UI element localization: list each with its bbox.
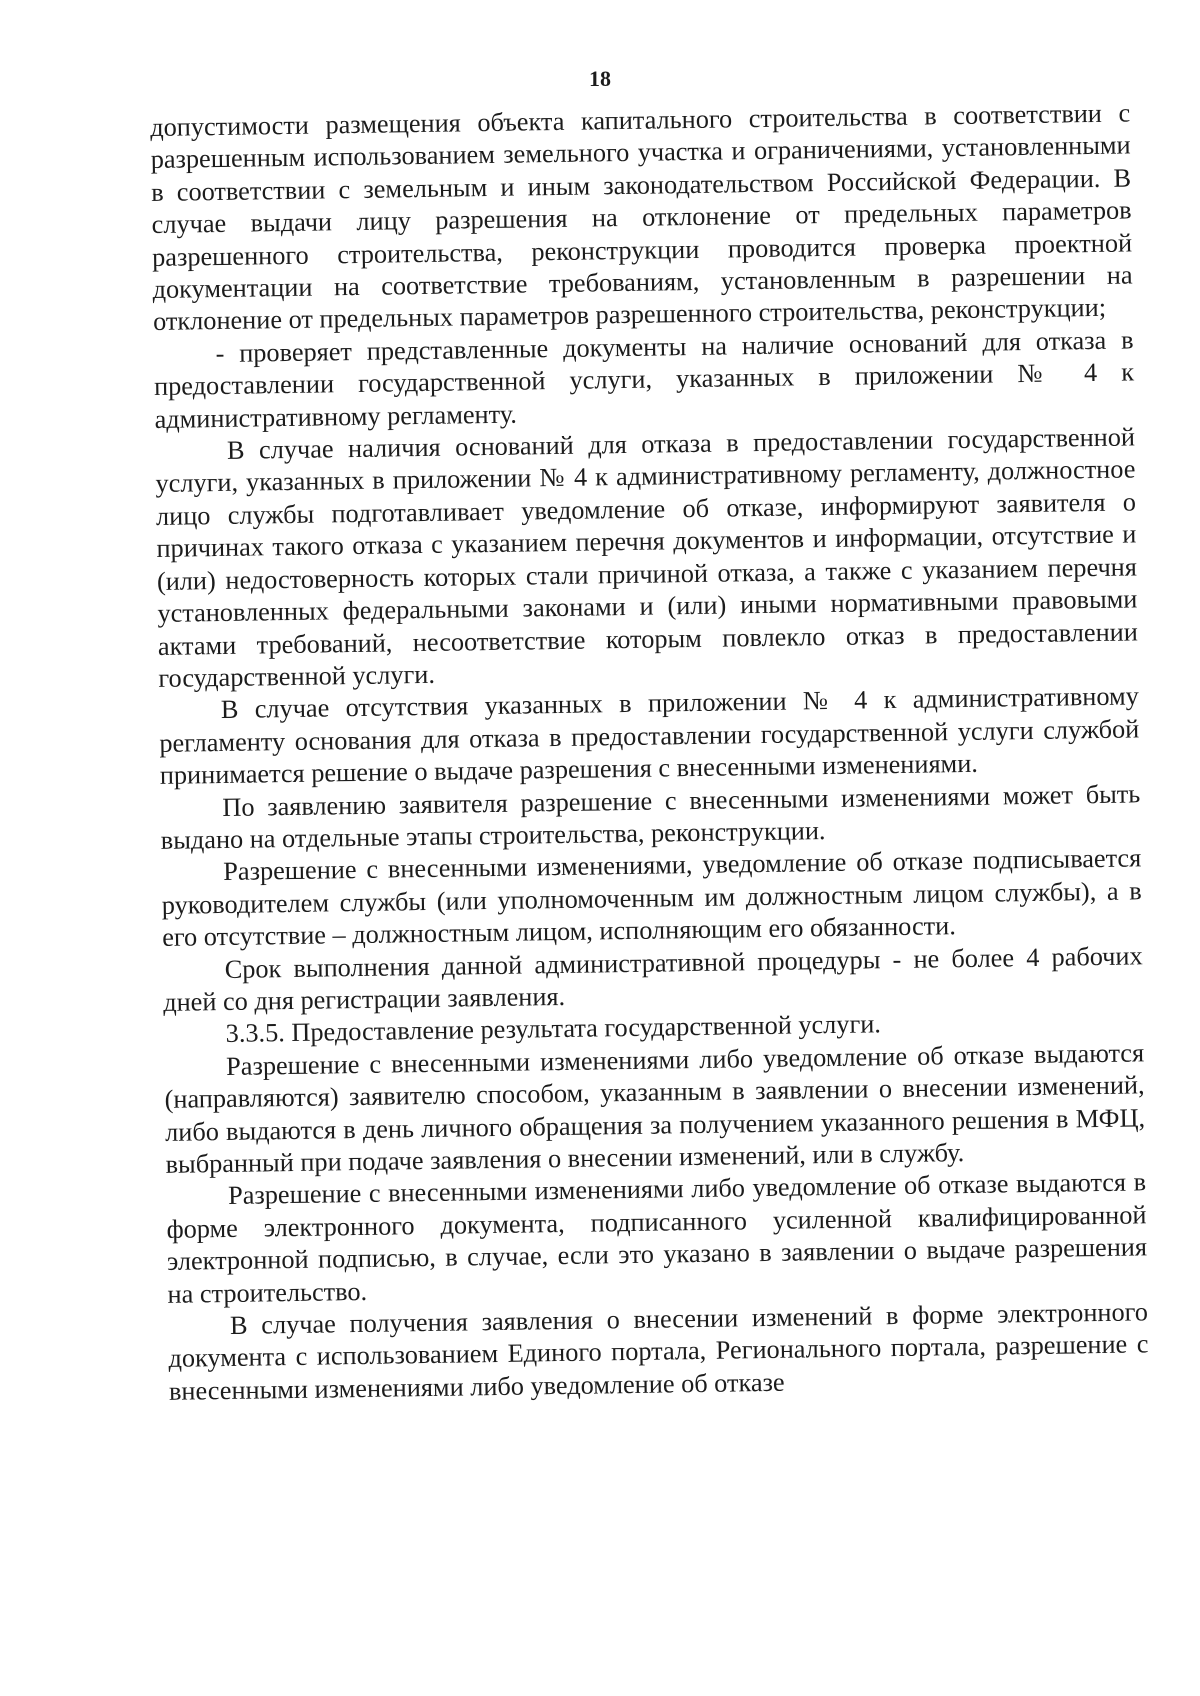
section-heading-3-3-5: 3.3.5. Предоставление результата государственной услуги. — [225, 1009, 882, 1049]
paragraph-continuation: допустимости размещения объекта капитального строительства в соответствии с разрешенным использованием земельного участка и ограничениями, установленными в соответствии с земельным и иным законодательством Российской Федерации. В случае выдачи лицу разрешения на отклонение от предельных параметров разрешенного строительства, реконструкции проводится проверка проектной документации на соответствие требованиям, установленным в разрешении на отклонение от предельных параметров разрешенного строительства, реконструкции; — [150, 98, 1133, 337]
paragraph-construction-stages: По заявлению заявителя разрешение с внесенными изменениями может быть выдано на отдельные этапы строительства, реконструкции. — [160, 778, 1141, 855]
paragraph-electronic-document: Разрешение с внесенными изменениями либо уведомление об отказе выдаются в форме электронного документа, подписанного усиленной квалифицированной электронной подписью, в случае, если это указано в заявлении о выдаче разрешения на строительство. — [166, 1167, 1148, 1309]
paragraph-no-refusal-grounds: В случае отсутствия указанных в приложении № 4 к административному регламенту основания для отказа в предоставлении государственной услуги службой принимается решение о выдаче разрешения с внесенными изменениями. — [159, 681, 1140, 791]
paragraph-portal-application: В случае получения заявления о внесении изменений в форме электронного документа с использованием Единого портала, Регионального портала, разрешение с внесенными изменениями либо уведомление об отказе — [168, 1297, 1149, 1406]
paragraph-result-issuance: Разрешение с внесенными изменениями либо уведомление об отказе выдаются (направляются) заявителю способом, указанным в заявлении о внесении изменений, либо выдаются в день личного обращения за получением указанного решения в МФЦ, выбранный при подаче заявления о внесении изменений, или в службу. — [164, 1038, 1146, 1179]
paragraph-check-documents: - проверяет представленные документы на наличие оснований для отказа в предоставлении государственной услуги, указанных в приложении № 4 к административному регламенту. — [153, 325, 1135, 434]
paragraph-signing: Разрешение с внесенными изменениями, уведомление об отказе подписывается руководителем службы (или уполномоченным им должностным лицом службы), а в его отсутствие – должностным лицом, исполняющим его обязанности. — [161, 843, 1142, 953]
document-body — [150, 97, 1149, 1408]
page-number: 18 — [589, 66, 611, 91]
paragraph-refusal-grounds: В случае наличия оснований для отказа в предоставлении государственной услуги, указанных в приложении № 4 к административному регламенту, должностное лицо службы подготавливает уведомление об отказе, информируют заявителя о причинах такого отказа с указанием перечня документов и информации, отсутствие и (или) недостоверность которых стали причиной отказа, а также с указанием перечня установленных федеральными законами и (или) иными нормативными правовыми актами требований, несоответствие которым повлекло отказ в предоставлении государственной услуги. — [155, 422, 1139, 693]
paragraph-procedure-term: Срок выполнения данной административной процедуры - не более 4 рабочих дней со дня регистрации заявления. — [162, 940, 1143, 1017]
